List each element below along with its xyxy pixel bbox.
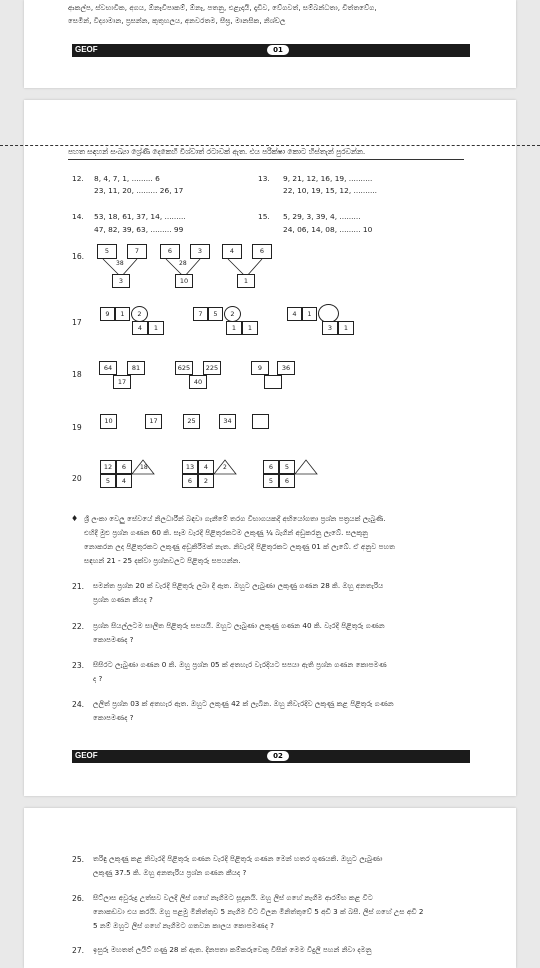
q20-g1-bottom-2: 4: [116, 474, 132, 488]
cut-line-divider: [0, 145, 540, 146]
q24-line-2: කොපමණද ?: [93, 713, 134, 722]
page1-text-line-1: ආකල්ප, ස්වභාවික, අගය, ඕනෑවිපාකම්, ඕනෑ, පතනු, එළැදායි, දෑඩිව, වේගවත්, සම්බන්ධතා, චිත්තවේග,: [68, 3, 377, 12]
q20-g3-bottom-1: 5: [263, 474, 279, 488]
q18-g1-box-a: 64: [99, 361, 117, 375]
q16-g3-box-a: 4: [222, 244, 242, 259]
q20-g1-bottom-1: 5: [100, 474, 116, 488]
q17-g3-bottom-1: 3: [322, 321, 338, 335]
q17-g3-bottom-2: 1: [338, 321, 354, 335]
q20-g3-top-2: 5: [279, 460, 295, 474]
q16-g3-box-b: 6: [252, 244, 272, 259]
q25-line-2: ලකුණු 37.5 කි. ඔහු අනතැරිය ප්‍රශ්න ගණන කීයද ?: [93, 868, 247, 877]
q16-g3-box-bottom: 1: [237, 274, 255, 288]
page1-text-line-2: සෙමින්, විද්‍යාමාන, ප්‍රසන්න, කුතුහලය, අනවරතම, සීඝ්‍ර, මානසික, නිශ්චල: [68, 16, 286, 25]
q18-number: 18: [72, 370, 82, 379]
q20-number: 20: [72, 474, 82, 483]
q16-g1-box-bottom: 3: [112, 274, 130, 288]
q13-line2: 22, 10, 19, 15, 12, ..........: [283, 186, 378, 195]
q21-line-1: සමන්ත ප්‍රශ්න 20 ක් වැරදි පිළිතුරු ලබා දී ඇත. ඔහුට ලැබුණා ලකුණු ගණන 28 කි. ඔහු අනතැරිය: [93, 581, 384, 590]
q17-g3-top-2: 1: [302, 307, 317, 321]
q16-number: 16.: [72, 252, 85, 261]
q19-box-4: 34: [219, 414, 236, 429]
passage-line-2: එහිදී මුළු ප්‍රශ්න ගණන 60 කි. සෑම වැරදි පිළිතුරකටම ලකුණු ¼ බැගින් අඩුකරනු ලැබේ. සලකුනු: [84, 528, 369, 537]
bullet-icon: ♦: [71, 514, 79, 523]
passage-text: [84, 512, 469, 568]
q20-g1-top-1: 12: [100, 460, 116, 474]
q17-g1-bottom-2: 1: [148, 321, 164, 335]
q26-line-2: නොකඩවා එය කරයි. ඔහු පළමු මිනිත්තුව 5 නැගීම විට විලන මිනිත්තුවේ 5 අඩි 3 ක් බසී. ලිස් ගහේ උස අඩි 2: [93, 907, 424, 916]
q20-g2-top-1: 13: [182, 460, 198, 474]
q26-line-1: සිට්ලාස අවුරුදු උත්සව වලදී ලිස් ගහේ නැගීමට සූදානයි. ඔහු ලිස් ගහේ නැගීම ආරම්භ කළ විට: [93, 893, 373, 902]
q19-box-3: 25: [183, 414, 200, 429]
q20-g2-tri-value: 2: [223, 464, 227, 471]
q21-line-2: ප්‍රශ්න ගණන කීයද ?: [93, 595, 153, 604]
q16-g2-box-a: 6: [160, 244, 180, 259]
q18-g2-box-c: 40: [189, 375, 207, 389]
q12-line1: 8, 4, 7, 1, ......... 6: [94, 174, 160, 183]
q17-g1-bottom-1: 4: [132, 321, 148, 335]
q13-line1: 9, 21, 12, 16, 19, ..........: [283, 174, 373, 183]
q20-g2-bottom-1: 6: [182, 474, 198, 488]
q22-text: [93, 619, 469, 647]
q16-g1-box-b: 7: [127, 244, 147, 259]
page-2: [24, 100, 516, 796]
q17-g2-top-2: 5: [208, 307, 223, 321]
q16-g2-box-bottom: 10: [175, 274, 193, 288]
q21-text: [93, 579, 469, 607]
q17-g2-bottom-1: 1: [226, 321, 242, 335]
q17-g2-bottom-2: 1: [242, 321, 258, 335]
q25-text: [93, 852, 469, 880]
q18-g1-box-b: 81: [127, 361, 145, 375]
q20-g3-top-1: 6: [263, 460, 279, 474]
q13-number: 13.: [258, 174, 270, 183]
q14-number: 14.: [72, 212, 84, 221]
q23-text: [93, 658, 469, 686]
page-number: 01: [267, 45, 289, 55]
q25-line-1: තරිඳු ලකුණු කළ නිවැරදි පිළිතුරු ගණන වැරදි පිළිතුරු ගණන මෙන් හතර ගුණයකි. ඔහුට ලැබුණා: [93, 854, 383, 863]
q17-g1-top-1: 9: [100, 307, 115, 321]
q27-text: [93, 943, 469, 957]
q16-g2-box-b: 3: [190, 244, 210, 259]
q18-g1-box-c: 17: [113, 375, 131, 389]
q19-box-1: 10: [100, 414, 117, 429]
q18-g3-box-b: 36: [277, 361, 295, 375]
q24-text: [93, 697, 469, 725]
q20-g2-top-2: 4: [198, 460, 214, 474]
q20-g3-triangle: [295, 459, 319, 475]
q26-line-3: 5 නම් ඔහුට ලිස් ගහේ නැගීමට ගතවන කාලය කොපමණද ?: [93, 921, 274, 930]
passage-line-3: නොකරන ලද පිළිතුරකට ලකුණු අඩුකිරීමක් නැත. නිවැරදි පිළිතුරකට ලකුණු 01 ක් ලැබේ. ඒ අනුව පහත: [84, 542, 396, 551]
q19-number: 19: [72, 423, 82, 432]
q20-g1-top-2: 6: [116, 460, 132, 474]
q27-number: 27.: [72, 946, 85, 955]
q17-g1-circle: 2: [131, 306, 148, 322]
q18-g2-box-b: 225: [203, 361, 221, 375]
q23-line-1: සිසිරට ලැබුණා ගණන 0 කි. ඔහු ප්‍රශ්න 05 ක් අතහැර වැරදියට සපයා ඇති ප්‍රශ්න ගණන කොපමණ: [93, 660, 387, 669]
q16-g1-mid: 38: [116, 260, 124, 267]
q17-g3-top-1: 4: [287, 307, 302, 321]
q19-box-5: [252, 414, 269, 429]
passage-line-1: ශ්‍රී ලංකා වෙලු සේවයේ නිලධාරීන් බඳවා ගැනීමේ තරග විභාගයකදී අභියෝගතා ප්‍රශ්න පත්‍රයක් ලැබුණි.: [84, 514, 386, 523]
q14-line1: 53, 18, 61, 37, 14, .........: [94, 212, 186, 221]
q17-g2-circle: 2: [224, 306, 241, 322]
q17-g1-top-2: 1: [115, 307, 130, 321]
q24-line-1: ලලිත් ප්‍රශ්න 03 ක් අතහැර ඇත. ඔහුට ලකුණු 42 ක් ලැබින. ඔහු නිවැරදිව ලකුණු කළ පිළිතුරු ගණන: [93, 699, 394, 708]
page-number: 02: [267, 751, 289, 761]
q27-line-1: ඉසුරු මහතත් ලයිට් ගණු 28 ක් ඇත. දිනපතා කම්කරුවෙකු විසින් මෙම විදුලි පහන් නිවා දමනු: [93, 945, 372, 954]
q21-number: 21.: [72, 582, 85, 591]
section-instruction: පහත සඳහන් සංඛ්‍යා ශ්‍රේණි දෙකෙහි විශ්වාත් රටාවක් ඇත. එය පරීක්ෂා කොට හිස්තැන් පුරවන්න.: [68, 147, 464, 160]
q23-line-2: ද ?: [93, 674, 103, 683]
q24-number: 24.: [72, 700, 85, 709]
passage-line-4: සඳහන් 21 - 25 දක්වා ප්‍රශ්නවලට පිළිතුරු සපයන්න.: [84, 556, 241, 565]
q14-line2: 47, 82, 39, 63, ......... 99: [94, 225, 184, 234]
q17-number: 17: [72, 318, 82, 327]
q26-number: 26.: [72, 894, 85, 903]
q15-number: 15.: [258, 212, 270, 221]
q20-g3-bottom-2: 6: [279, 474, 295, 488]
q25-number: 25.: [72, 855, 85, 864]
q15-line2: 24, 06, 14, 08, ......... 10: [283, 225, 373, 234]
q22-number: 22.: [72, 622, 85, 631]
q15-line1: 5, 29, 3, 39, 4, .........: [283, 212, 361, 221]
q20-g1-tri-value: 18: [140, 464, 148, 471]
footer-label: GEOF: [75, 45, 98, 54]
q20-g2-bottom-2: 2: [198, 474, 214, 488]
q26-text: [93, 891, 469, 933]
q19-box-2: 17: [145, 414, 162, 429]
q18-g2-box-a: 625: [175, 361, 193, 375]
footer-label: GEOF: [75, 751, 98, 760]
q18-g3-box-c: [264, 375, 282, 389]
q22-line-2: කොපමණද ?: [93, 635, 134, 644]
q23-number: 23.: [72, 661, 85, 670]
page1-footer-bar: [72, 44, 470, 57]
q22-line-1: ප්‍රශ්න සියල්ලටම සාලිත පිළිතුරු සපයයි. ඔහුට ලැබුණා ලකුණු ගණන 40 කි. වැරදි පිළිතුරු ගණන: [93, 621, 385, 630]
q12-line2: 23, 11, 20, ......... 26, 17: [94, 186, 184, 195]
page2-footer-bar: [72, 750, 470, 763]
q16-g2-mid: 28: [179, 260, 187, 267]
q16-g1-box-a: 5: [97, 244, 117, 259]
q12-number: 12.: [72, 174, 84, 183]
q17-g2-top-1: 7: [193, 307, 208, 321]
q18-g3-box-a: 9: [251, 361, 269, 375]
